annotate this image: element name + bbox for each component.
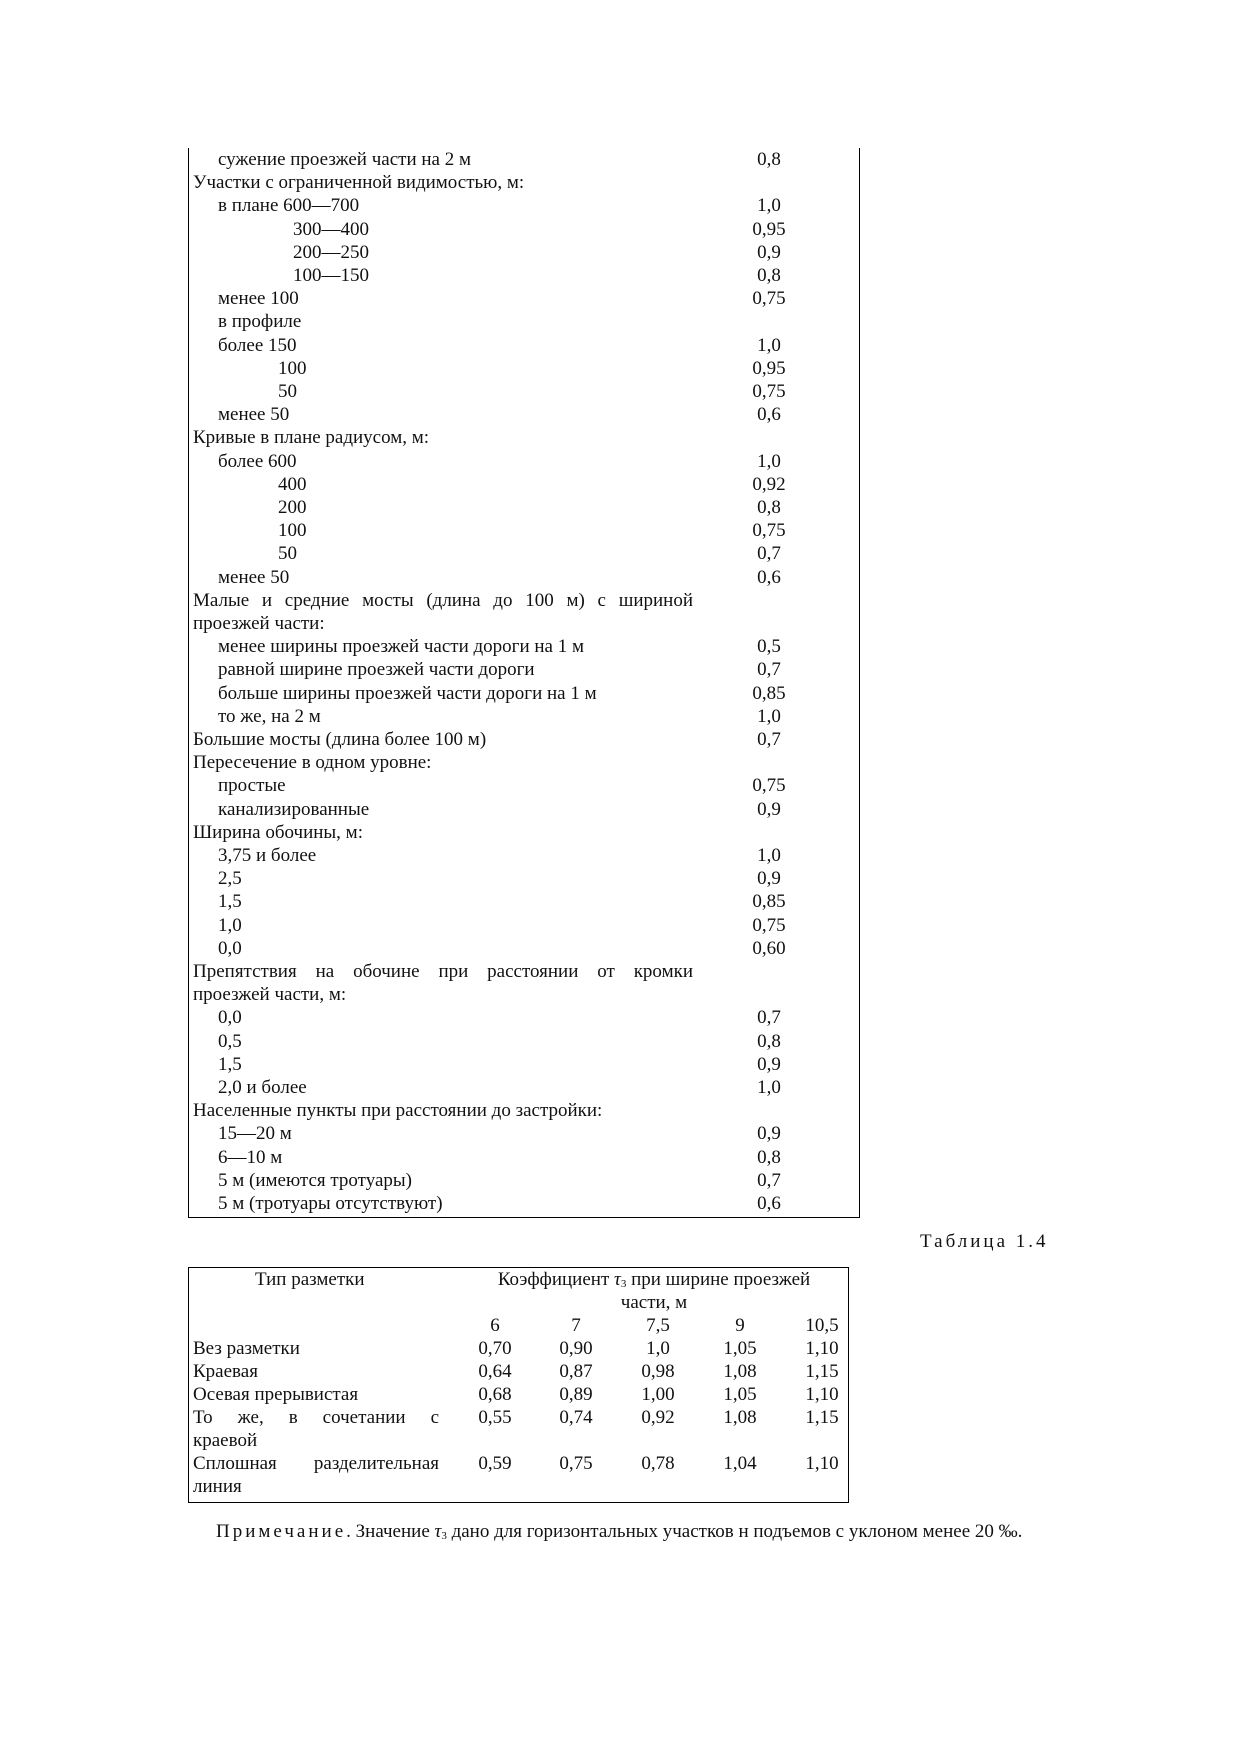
table-row [189,496,859,519]
row-value: 0,7 [757,729,781,750]
coefficient-value: 0,55 [478,1407,512,1428]
table-row [189,473,859,496]
row-label: 0,5 [218,1030,242,1052]
row-value: 0,7 [757,1169,781,1191]
row-label: Ширина обочины, м: [193,821,363,843]
row-label: менее 50 [218,566,290,588]
table-row [189,705,859,728]
table-row [189,728,859,751]
marking-coefficient-table [188,1267,849,1503]
row-value: 1,0 [757,705,781,727]
width-header: 9 [735,1315,745,1336]
table-row [189,1169,859,1192]
row-value: 0,85 [752,891,786,913]
tau-symbol: τ [614,1269,621,1290]
table-row [189,310,859,333]
table-row [189,566,859,589]
row-label: 5 м (тротуары отсутствуют) [218,1193,443,1214]
table-row [189,844,859,867]
row-label: 50 [278,381,297,402]
coefficient-value: 1,08 [723,1361,757,1382]
table-row [189,403,859,426]
row-label: Препятствия на обочине при расстоянии от кромки [193,961,693,982]
row-value: 1,0 [757,450,781,472]
table-row [189,171,859,194]
coefficient-value: 0,89 [559,1384,593,1405]
table-row [189,194,859,217]
row-value: 0,8 [757,265,781,286]
row-value: 0,8 [757,1146,781,1168]
table-row [189,1122,859,1145]
table-row [189,426,859,449]
row-value: 0,6 [757,1193,781,1214]
row-label: канализированные [218,798,370,820]
row-label: простые [218,775,286,797]
coefficient-value: 0,68 [478,1384,512,1405]
coefficient-table-continued [188,148,860,1218]
marking-type-label: Краевая [193,1361,258,1382]
table-row [189,612,859,635]
row-label: менее 100 [218,288,299,310]
table-row [189,589,859,612]
row-label: в профиле [218,311,302,333]
row-label: менее ширины проезжей части дороги на 1 м [218,636,584,658]
table-row [189,682,859,705]
row-label: 400 [278,473,307,495]
table-row [189,1076,859,1099]
row-label: сужение проезжей части на 2 м [218,149,471,170]
row-value: 1,0 [757,845,781,866]
coefficient-value: 1,15 [805,1407,839,1428]
table-note [188,1520,1059,1548]
row-value: 0,9 [757,868,781,890]
table-row [189,1006,859,1029]
row-value: 0,7 [757,659,781,681]
row-value: 0,75 [752,288,786,310]
table-row [189,264,859,287]
row-label: 1,5 [218,1053,242,1075]
coefficient-value: 1,05 [723,1384,757,1405]
table-row [189,1192,859,1215]
width-header: 7 [571,1315,581,1336]
coefficient-value: 0,59 [478,1453,512,1474]
marking-type-label-cont: линия [193,1476,242,1497]
row-value: 0,75 [752,520,786,542]
row-label: в плане 600—700 [218,195,360,217]
table-row [189,357,859,380]
coefficient-value: 0,70 [478,1338,512,1359]
coefficient-value: 0,74 [559,1407,593,1428]
note-text-2: дано для горизонтальных участков н подъемов с уклоном менее 20 ‰. [451,1521,1023,1542]
coefficient-value: 0,75 [559,1453,593,1474]
row-label: Кривые в плане радиусом, м: [193,427,430,449]
header-coefficient-word: Коэффициент [497,1269,610,1290]
row-value: 0,9 [757,241,781,263]
row-label: Пересечение в одном уровне: [193,752,432,774]
row-label: 5 м (имеются тротуары) [218,1169,412,1191]
row-value: 0,92 [752,473,786,495]
row-value: 0,5 [757,636,781,658]
row-label: 200 [278,497,307,518]
coefficient-value: 1,04 [723,1453,757,1474]
table-caption: Таблица 1.4 [920,1231,1049,1252]
row-label: 1,5 [218,891,242,913]
table-row [189,1099,859,1122]
row-value: 1,0 [757,334,781,356]
table-row [189,774,859,797]
table-row [189,1030,859,1053]
row-label: Участки с ограниченной видимостью, м: [193,172,525,194]
row-value: 0,95 [752,218,786,240]
coefficient-value: 1,00 [641,1384,675,1405]
note-tau-subscript: 3 [441,1530,447,1542]
table-row [189,148,859,171]
coefficient-value: 0,92 [641,1407,675,1428]
row-label: Населенные пункты при расстоянии до застройки: [193,1100,603,1122]
coefficient-value: 0,78 [641,1453,675,1474]
coefficient-value: 1,05 [723,1338,757,1359]
row-value: 0,8 [757,497,781,518]
row-value: 0,9 [757,798,781,820]
row-label: 1,0 [218,914,242,936]
table-row [189,287,859,310]
table-row [189,334,859,357]
row-label: 0,0 [218,1007,242,1029]
tau-subscript: 3 [620,1278,627,1290]
coefficient-value: 0,98 [641,1361,675,1382]
table-row [189,914,859,937]
marking-type-label: Сплошная разделительная [193,1453,439,1474]
marking-type-label-cont: краевой [193,1430,258,1451]
table-row [189,983,859,1006]
row-value: 0,9 [757,1123,781,1145]
row-value: 0,7 [757,543,781,565]
row-value: 0,6 [757,404,781,426]
coefficient-value: 1,10 [805,1384,839,1405]
marking-type-label: Осевая прерывистая [193,1384,359,1405]
row-label: 100 [278,520,307,542]
note-text-1: . Значение [346,1521,430,1542]
coefficient-value: 1,15 [805,1361,839,1382]
table-row [189,798,859,821]
table-row [189,542,859,565]
coefficient-value: 0,87 [559,1361,593,1382]
row-value: 0,60 [752,937,786,959]
table-row [189,450,859,473]
row-label: 200—250 [293,241,369,263]
row-label: то же, на 2 м [218,705,321,727]
row-value: 0,7 [757,1007,781,1029]
row-value: 1,0 [757,195,781,217]
width-header: 10,5 [805,1315,839,1336]
row-label: Большие мосты (длина более 100 м) [193,729,487,750]
table-row [189,658,859,681]
table-row [189,867,859,890]
header-coefficient-tail: при ширине проезжей [631,1269,811,1290]
marking-type-label: Вез разметки [193,1338,300,1359]
row-label: более 600 [218,450,297,472]
table-row [189,1053,859,1076]
row-label: Малые и средние мосты (длина до 100 м) с шириной [193,589,693,611]
table-row [189,1146,859,1169]
marking-type-label: То же, в сочетании с [193,1407,439,1428]
coefficient-value: 1,10 [805,1338,839,1359]
row-label: равной ширине проезжей части дороги [218,659,535,681]
row-label: 50 [278,543,297,565]
note-prefix: Примечание [216,1521,347,1542]
row-label: 3,75 и более [218,845,317,866]
coefficient-value: 1,10 [805,1453,839,1474]
row-value: 0,75 [752,914,786,936]
row-value: 0,85 [752,682,786,704]
coefficient-value: 0,64 [478,1361,512,1382]
table-row [189,890,859,913]
header-marking-type: Тип разметки [255,1269,365,1290]
row-value: 1,0 [757,1077,781,1098]
row-value: 0,8 [757,149,781,170]
table-row [189,751,859,774]
row-label: проезжей части, м: [193,984,347,1006]
row-label: 6—10 м [218,1146,283,1168]
coefficient-value: 1,0 [646,1338,670,1359]
row-value: 0,9 [757,1053,781,1075]
table-row [189,937,859,960]
row-label: более 150 [218,334,297,356]
width-header: 6 [490,1315,500,1336]
row-label: 2,0 и более [218,1077,307,1098]
row-value: 0,75 [752,381,786,402]
row-label: 100 [278,357,307,379]
row-value: 0,6 [757,566,781,588]
coefficient-value: 0,90 [559,1338,593,1359]
row-label: 300—400 [293,218,369,240]
table-row [189,380,859,403]
row-label: 2,5 [218,868,242,890]
table-row [189,241,859,264]
row-label: 0,0 [218,937,242,959]
width-header: 7,5 [646,1315,670,1336]
table-row [189,821,859,844]
row-label: проезжей части: [193,613,325,634]
table-row [189,519,859,542]
row-label: больше ширины проезжей части дороги на 1 м [218,682,597,704]
note-tau-symbol: τ [434,1521,442,1542]
row-label: 15—20 м [218,1123,292,1145]
row-label: 100—150 [293,265,369,286]
coefficient-value: 1,08 [723,1407,757,1428]
table-row [189,218,859,241]
table-row [189,960,859,983]
table-row [189,635,859,658]
row-value: 0,95 [752,357,786,379]
header-coefficient-unit: части, м [620,1292,688,1313]
row-label: менее 50 [218,404,290,426]
row-value: 0,75 [752,775,786,797]
row-value: 0,8 [757,1030,781,1052]
